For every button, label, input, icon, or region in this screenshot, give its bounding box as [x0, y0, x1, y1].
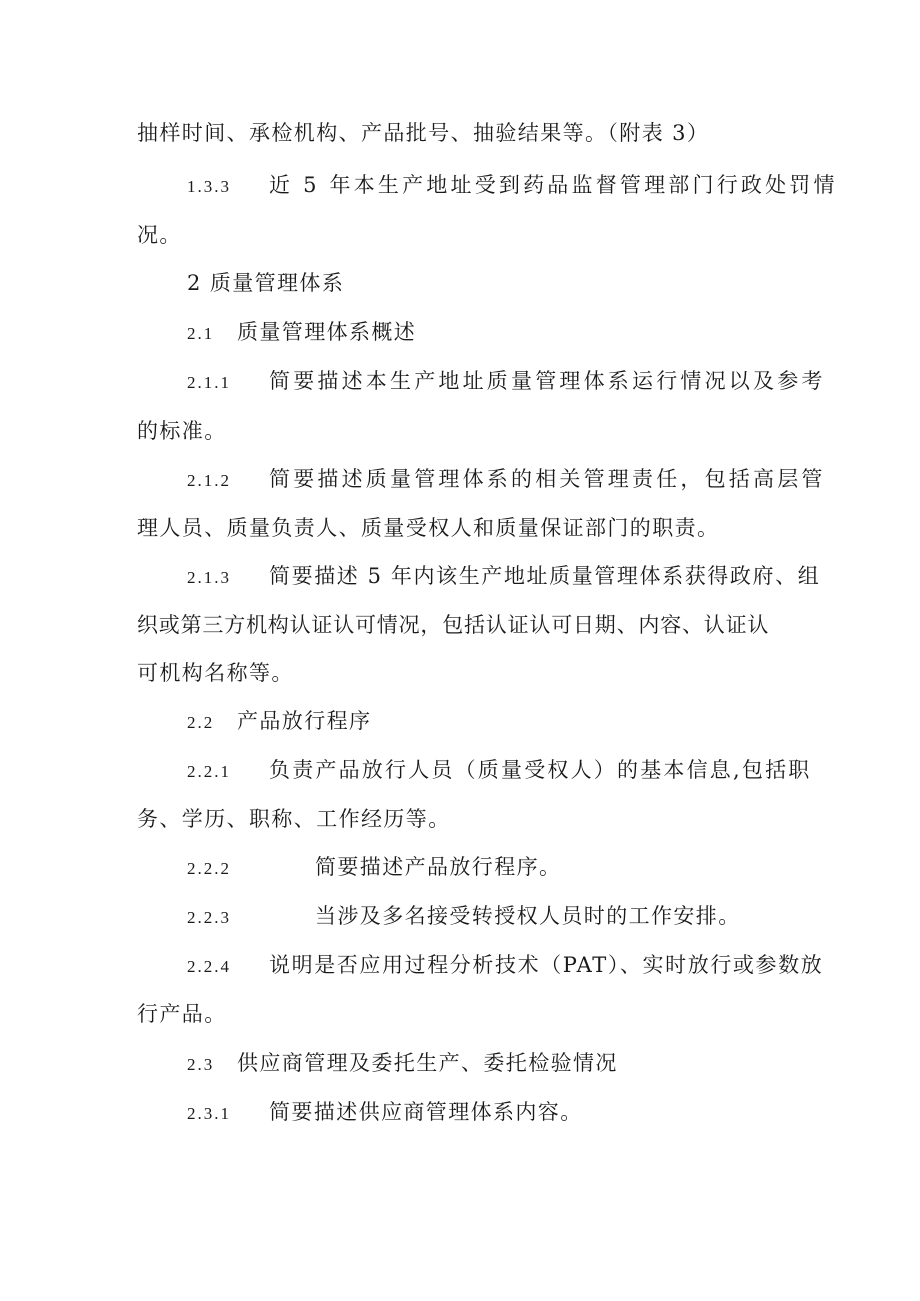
line-text: 可机构名称等。 — [137, 661, 294, 685]
section-number: 2.3 — [187, 1055, 215, 1074]
paragraph-continuation-line — [137, 612, 769, 638]
heading-2-2 — [187, 708, 371, 736]
heading-2-3 — [187, 1050, 618, 1078]
heading-2-1 — [187, 319, 416, 347]
paragraph-continuation-line — [137, 1001, 227, 1027]
section-title: 质量管理体系概述 — [237, 320, 417, 344]
line-text: 简要描述 5 年内该生产地址质量管理体系获得政府、组 — [269, 564, 821, 588]
section-number: 2.2.1 — [187, 762, 231, 781]
heading-2-3-1 — [187, 1099, 583, 1127]
heading-2-1-1 — [187, 368, 826, 396]
section-number: 2.1.2 — [187, 471, 231, 490]
heading-2-1-2 — [187, 466, 826, 494]
line-text: 简要描述质量管理体系的相关管理责任，包括高层管 — [269, 467, 826, 491]
section-number: 2.1.1 — [187, 373, 231, 392]
heading-2-2-2 — [187, 854, 561, 882]
paragraph-continuation-line — [137, 120, 709, 146]
line-text: 负责产品放行人员（质量受权人）的基本信息,包括职 — [269, 758, 812, 782]
section-number: 2.1 — [187, 324, 215, 343]
line-text: 抽样时间、承检机构、产品批号、抽验结果等。（附表 3） — [137, 121, 710, 145]
heading-2-1-3 — [187, 563, 820, 591]
line-text: 务、学历、职称、工作经历等。 — [137, 807, 451, 831]
line-text: 织或第三方机构认证认可情况，包括认证认可日期、内容、认证认 — [137, 613, 770, 637]
line-text: 近 5 年本生产地址受到药品监督管理部门行政处罚情 — [269, 173, 838, 197]
section-number: 2.2.2 — [187, 859, 231, 878]
section-heading-2 — [187, 270, 344, 296]
section-number: 2.1.3 — [187, 568, 231, 587]
paragraph-continuation-line — [137, 806, 451, 832]
heading-1-3-3 — [187, 172, 838, 200]
line-text: 简要描述本生产地址质量管理体系运行情况以及参考 — [269, 369, 826, 393]
section-number: 2.2.4 — [187, 957, 231, 976]
section-number: 2.2.3 — [187, 908, 231, 927]
heading-2-2-4 — [187, 952, 823, 980]
line-text: 的标准。 — [137, 419, 227, 443]
paragraph-continuation-line — [137, 515, 719, 541]
line-text: 行产品。 — [137, 1002, 227, 1026]
section-number: 2.2 — [187, 713, 215, 732]
line-text: 说明是否应用过程分析技术（PAT）、实时放行或参数放 — [269, 953, 824, 977]
paragraph-continuation-line — [137, 418, 227, 444]
section-title: 2 质量管理体系 — [187, 271, 345, 295]
line-text: 当涉及多名接受转授权人员时的工作安排。 — [315, 904, 741, 928]
section-title: 产品放行程序 — [237, 709, 372, 733]
line-text: 况。 — [137, 223, 182, 247]
line-text: 简要描述供应商管理体系内容。 — [269, 1100, 583, 1124]
heading-2-2-3 — [187, 903, 741, 931]
paragraph-continuation-line — [137, 222, 182, 248]
paragraph-continuation-line — [137, 660, 294, 686]
section-number: 1.3.3 — [187, 177, 231, 196]
line-text: 理人员、质量负责人、质量受权人和质量保证部门的职责。 — [137, 516, 720, 540]
section-title: 供应商管理及委托生产、委托检验情况 — [237, 1051, 618, 1075]
line-text: 简要描述产品放行程序。 — [315, 855, 562, 879]
section-number: 2.3.1 — [187, 1104, 231, 1123]
heading-2-2-1 — [187, 757, 811, 785]
